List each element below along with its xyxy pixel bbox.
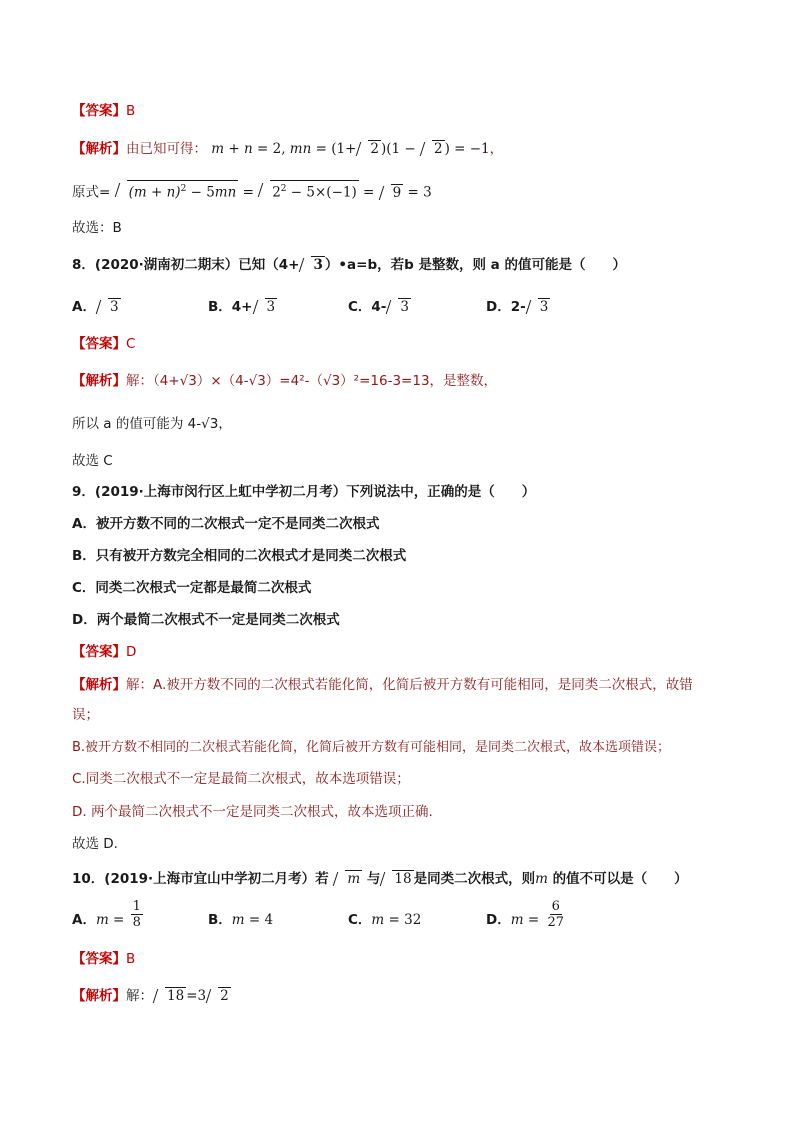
- answer-value: B: [126, 103, 136, 119]
- q9-analysis-1: [72, 675, 693, 695]
- analysis-tag: 【解析】: [72, 373, 126, 389]
- q8-analysis-2: 所以 a 的值可能为 4-√3，: [72, 416, 232, 432]
- comma: ，: [489, 141, 504, 157]
- q9-conclusion: 故选 D.: [72, 836, 118, 852]
- q10-options: [72, 898, 732, 942]
- q9-analysis-2: B.被开方数不相同的二次根式若能化简，化简后被开方数有可能相同，是同类二次根式，故本选项错误；: [72, 740, 671, 755]
- analysis-text: 由已知可得：: [126, 141, 207, 157]
- analysis-text: 解：A.被开方数不同的二次根式若能化简，化简后被开方数有可能相同，是同类二次根式，故错: [126, 677, 693, 693]
- q9-analysis-1b: 误；: [72, 707, 99, 723]
- q9-analysis-3: C.同类二次根式不一定是最简二次根式，故本选项错误；: [72, 771, 410, 787]
- analysis-tag: 【解析】: [72, 677, 126, 693]
- analysis-text: 解：（4+√3）×（4-√3）=4²-（√3）²=16-3=13，是整数，: [126, 373, 498, 389]
- q10-option-c: C．m = 32: [348, 912, 422, 928]
- answer-value: C: [126, 336, 136, 352]
- q10-option-a: A．m = $\frac{1}{8}$: [72, 898, 141, 930]
- q8-option-c: C．4- 3: [348, 299, 409, 315]
- q8-question: [72, 255, 626, 275]
- q8-options: [72, 297, 732, 319]
- q8-conclusion: 故选 C: [72, 453, 113, 469]
- q10-answer-line: [72, 949, 135, 969]
- q8-option-b: B．4+ 3: [208, 299, 276, 315]
- q10-option-d: D．m = $\frac{6}{27}$: [486, 898, 564, 930]
- answer-value: D: [126, 644, 137, 660]
- answer-value: B: [126, 951, 136, 967]
- q10-question: 10．(2019·上海市宜山中学初二月考）若 m 与 18 是同类二次根式，则m 的值不可以是（ ）: [72, 871, 688, 887]
- yuanshi-label: 原式=: [72, 184, 111, 201]
- q10-question-prefix: 10．(2019·上海市宜山中学初二月考）若: [72, 871, 329, 887]
- q10-question-suffix: 的值不可以是（ ）: [552, 871, 688, 887]
- q8-analysis-1: [72, 371, 497, 391]
- q7-answer-line: [72, 101, 135, 121]
- q9-option-a: A．被开方数不同的二次根式一定不是同类二次根式: [72, 516, 380, 532]
- analysis-math: m: [211, 141, 225, 157]
- sqrt-2: 2: [358, 139, 381, 159]
- q8-answer-line: [72, 334, 135, 354]
- q9-answer-line: [72, 642, 136, 662]
- answer-tag: 【答案】: [72, 644, 126, 660]
- q9-question: 9．(2019·上海市闵行区上虹中学初二月考）下列说法中，正确的是（ ）: [72, 484, 536, 500]
- q8-option-d: D．2- 3: [486, 299, 549, 315]
- answer-tag: 【答案】: [72, 336, 126, 352]
- q8-question-suffix: ）•a=b，若b 是整数，则 a 的值可能是（ ）: [324, 257, 626, 273]
- sqrt-3: 3: [301, 255, 324, 275]
- q7-conclusion: 故选：B: [72, 220, 122, 236]
- q8-question-prefix: 8．(2020·湖南初二期末）已知（4+: [72, 257, 300, 273]
- q7-yuanshi-line: 原式= $(m + n)^2 - 5mn = 2^2 - 5\times(-1) = 9 = 3$: [72, 180, 432, 203]
- q7-analysis-line: 【解析】由已知可得： m + n = 2, mn = (1+ 2 )(1 − 2 ) = −1，: [72, 141, 504, 157]
- sqrt-m: m: [335, 869, 362, 889]
- sqrt-18: 18: [382, 869, 413, 889]
- answer-tag: 【答案】: [72, 103, 126, 119]
- q9-option-c: C．同类二次根式一定都是最简二次根式: [72, 580, 312, 596]
- q10-question-mid: 是同类二次根式，则: [413, 871, 536, 887]
- q9-option-d: D．两个最简二次根式不一定是同类二次根式: [72, 612, 340, 628]
- analysis-tag: 【解析】: [72, 988, 126, 1004]
- q8-option-a: A． 3: [72, 299, 119, 315]
- q10-question-and: 与: [366, 871, 381, 887]
- analysis-tag: 【解析】: [72, 141, 126, 157]
- answer-tag: 【答案】: [72, 951, 126, 967]
- q10-analysis-1: 【解析】解： 18 =3 2: [72, 988, 229, 1004]
- q10-option-b: B．m = 4: [208, 912, 274, 928]
- sqrt-expression: $(m + n)^2 - 5mn$: [117, 180, 239, 203]
- q9-option-b: B．只有被开方数完全相同的二次根式才是同类二次根式: [72, 548, 407, 564]
- q9-analysis-4: D. 两个最简二次根式不一定是同类二次根式，故本选项正确.: [72, 804, 433, 820]
